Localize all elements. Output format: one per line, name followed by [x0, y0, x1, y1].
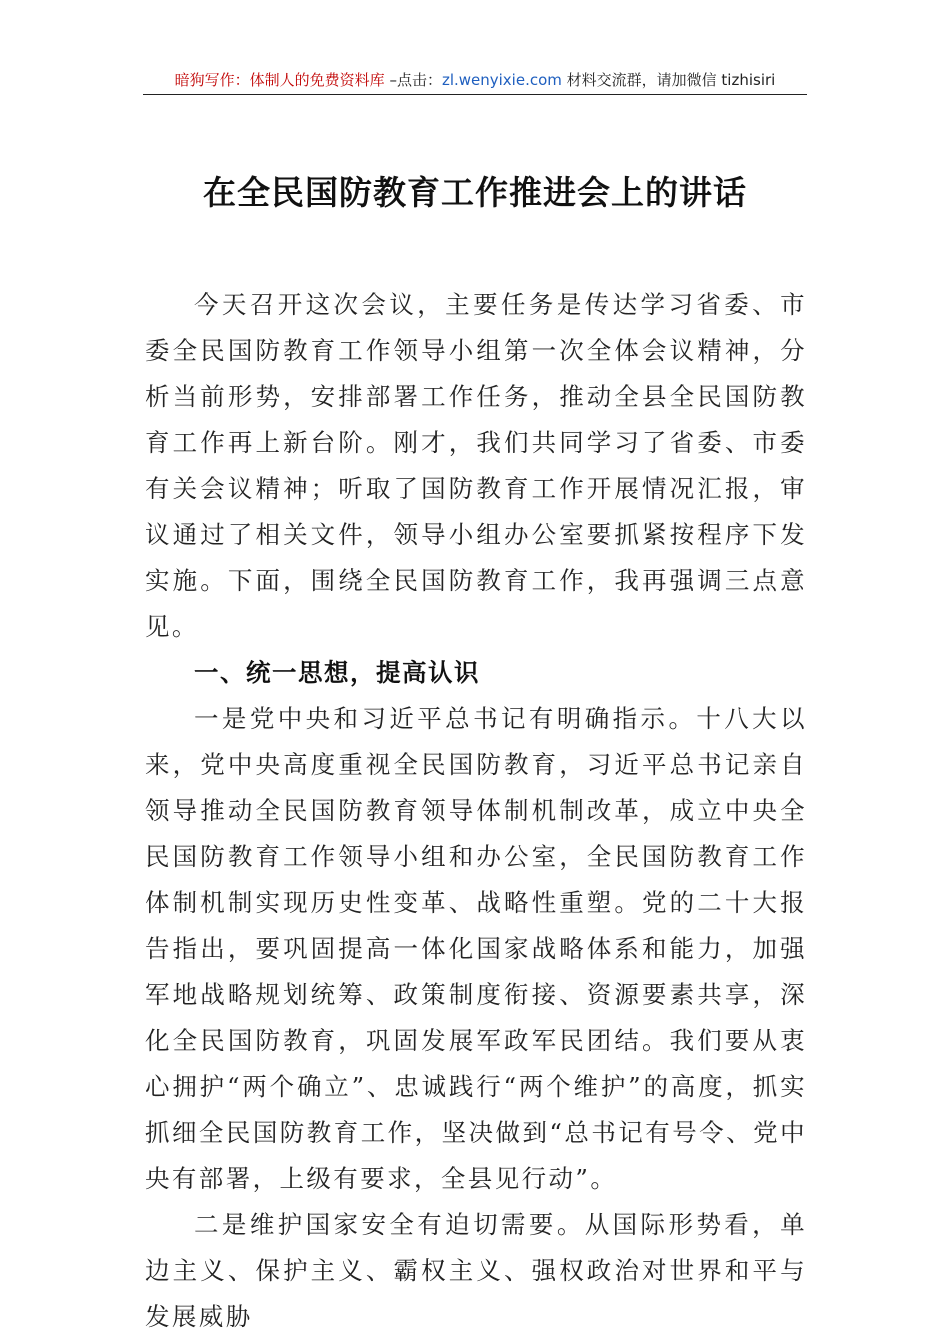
section-heading-1: 一、统一思想，提高认识: [194, 658, 480, 687]
document-title: 在全民国防教育工作推进会上的讲话: [203, 173, 747, 212]
paragraph-point-1: 一是党中央和习近平总书记有明确指示。十八大以来，党中央高度重视全民国防教育，习近平总书记亲自领导推动全民国防教育领导体制机制改革，成立中央全民国防教育工作领导小组和办公室，全民国防教育工作体制机制实现历史性变革、战略性重塑。党的二十大报告指出，要巩固提高一体化国家战略体系和能力，加强军地战略规划统筹、政策制度衔接、资源要素共享，深化全民国防教育，巩固发展军政军民团结。我们要从衷心拥护“两个确立”、忠诚践行“两个维护”的高度，抓实抓细全民国防教育工作，坚决做到“总书记有号令、党中央有部署，上级有要求，全县见行动”。: [145, 704, 807, 1193]
header-click-prefix: –点击：: [384, 71, 442, 89]
page-header: [143, 66, 807, 95]
document-body: [145, 282, 807, 1340]
header-brand: 暗狗写作：体制人的免费资料库: [174, 71, 385, 89]
paragraph-intro: 今天召开这次会议，主要任务是传达学习省委、市委全民国防教育工作领导小组第一次全体会议精神，分析当前形势，安排部署工作任务，推动全县全民国防教育工作再上新台阶。刚才，我们共同学习了省委、市委有关会议精神；听取了国防教育工作开展情况汇报，审议通过了相关文件，领导小组办公室要抓紧按程序下发实施。下面，围绕全民国防教育工作，我再强调三点意见。: [145, 290, 807, 641]
header-suffix: 材料交流群，请加微信 tizhisiri: [561, 71, 776, 89]
header-link[interactable]: zl.wenyixie.com: [441, 71, 562, 89]
paragraph-point-2: 二是维护国家安全有迫切需要。从国际形势看，单边主义、保护主义、霸权主义、强权政治对世界和平与发展威胁: [145, 1210, 807, 1331]
